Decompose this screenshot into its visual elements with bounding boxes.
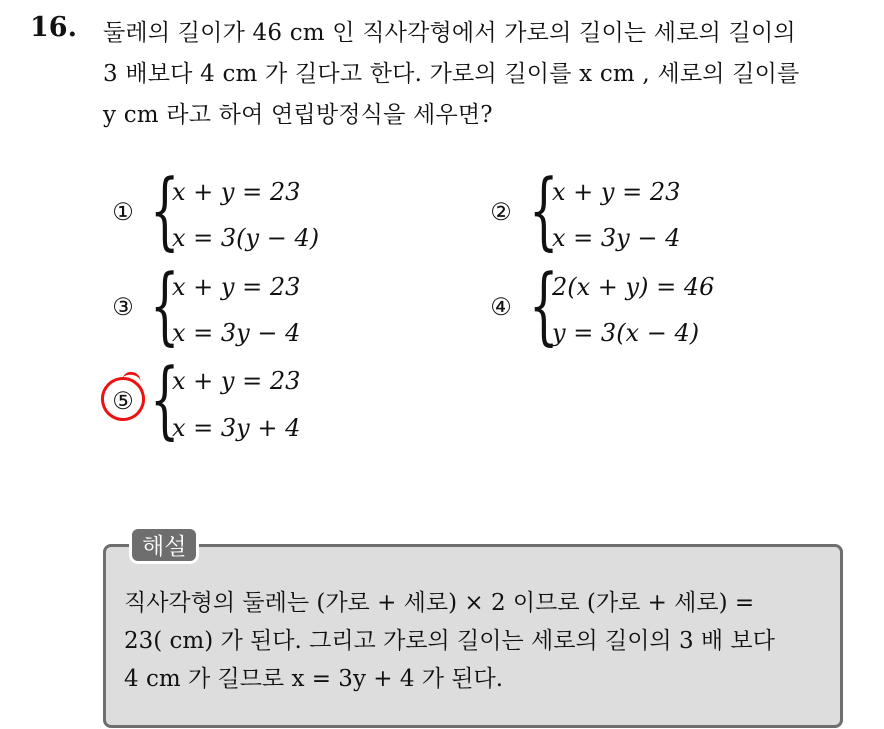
option-4-equation-2: y = 3(x − 4) — [552, 319, 700, 347]
option-3-number[interactable]: ③ — [112, 293, 134, 321]
option-1-brace: { — [150, 161, 180, 259]
option-4-number[interactable]: ④ — [490, 293, 512, 321]
option-2-equation-1: x + y = 23 — [552, 178, 681, 206]
option-5-brace: { — [150, 350, 180, 448]
option-5-number[interactable]: ⑤ — [112, 387, 134, 415]
solution-line-1: 직사각형의 둘레는 (가로 + 세로) × 2 이므로 (가로 + 세로) = — [124, 590, 755, 616]
solution-line-3: 4 cm 가 길므로 x = 3y + 4 가 된다. — [124, 666, 504, 692]
option-3-brace: { — [150, 256, 180, 354]
option-2-number[interactable]: ② — [490, 198, 512, 226]
option-1-number[interactable]: ① — [112, 198, 134, 226]
option-2-equation-2: x = 3y − 4 — [552, 224, 681, 252]
option-3-equation-2: x = 3y − 4 — [172, 319, 301, 347]
solution-tag: 해설 — [129, 526, 199, 564]
option-5-equation-2: x = 3y + 4 — [172, 414, 301, 442]
question-text-line-1: 둘레의 길이가 46 cm 인 직사각형에서 가로의 길이는 세로의 길이의 — [103, 20, 796, 46]
option-4-brace: { — [529, 256, 559, 354]
question-text-line-2: 3 배보다 4 cm 가 길다고 한다. 가로의 길이를 x cm , 세로의 길이를 — [103, 61, 800, 87]
option-1-equation-1: x + y = 23 — [172, 178, 301, 206]
option-3-equation-1: x + y = 23 — [172, 273, 301, 301]
option-4-equation-1: 2(x + y) = 46 — [552, 273, 715, 301]
question-text-line-3: y cm 라고 하여 연립방정식을 세우면? — [103, 102, 493, 128]
question-number: 16. — [30, 12, 77, 43]
option-1-equation-2: x = 3(y − 4) — [172, 224, 320, 252]
option-5-equation-1: x + y = 23 — [172, 367, 301, 395]
solution-line-2: 23( cm) 가 된다. 그리고 가로의 길이는 세로의 길이의 3 배 보다 — [124, 628, 775, 654]
option-2-brace: { — [529, 161, 559, 259]
